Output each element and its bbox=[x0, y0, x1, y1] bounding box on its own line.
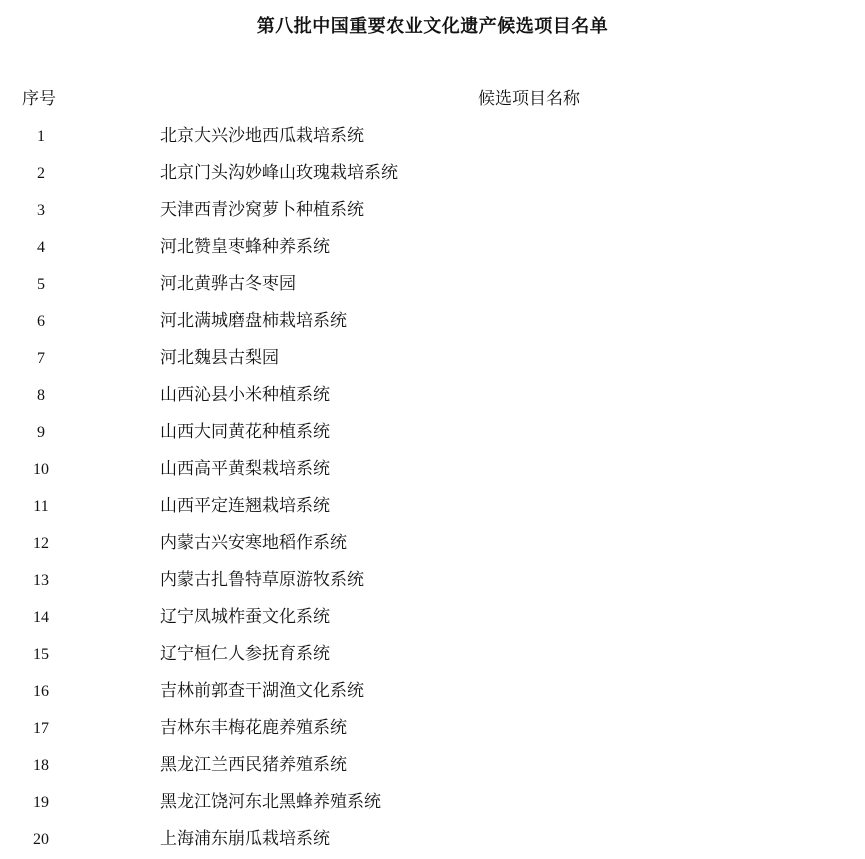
candidate-list bbox=[0, 118, 865, 858]
table-row bbox=[0, 266, 865, 303]
table-row bbox=[0, 192, 865, 229]
row-number: 13 bbox=[33, 572, 49, 589]
table-row bbox=[0, 562, 865, 599]
table-row bbox=[0, 599, 865, 636]
table-row bbox=[0, 377, 865, 414]
table-row bbox=[0, 451, 865, 488]
table-row bbox=[0, 784, 865, 821]
row-number: 18 bbox=[33, 757, 49, 774]
column-header-number: 序号 bbox=[22, 89, 56, 109]
row-number: 12 bbox=[33, 535, 49, 552]
project-name: 北京门头沟妙峰山玫瑰栽培系统 bbox=[160, 163, 398, 183]
row-number: 5 bbox=[37, 276, 45, 293]
table-row bbox=[0, 118, 865, 155]
row-number: 9 bbox=[37, 424, 45, 441]
row-number: 11 bbox=[33, 498, 49, 515]
row-number: 17 bbox=[33, 720, 49, 737]
project-name: 山西高平黄梨栽培系统 bbox=[160, 459, 330, 479]
row-number: 15 bbox=[33, 646, 49, 663]
project-name: 河北黄骅古冬枣园 bbox=[160, 274, 296, 294]
row-number: 7 bbox=[37, 350, 45, 367]
project-name: 黑龙江兰西民猪养殖系统 bbox=[160, 755, 347, 775]
project-name: 山西平定连翘栽培系统 bbox=[160, 496, 330, 516]
project-name: 河北赞皇枣蜂种养系统 bbox=[160, 237, 330, 257]
table-row bbox=[0, 636, 865, 673]
project-name: 北京大兴沙地西瓜栽培系统 bbox=[160, 126, 364, 146]
project-name: 上海浦东崩瓜栽培系统 bbox=[160, 829, 330, 849]
project-name: 河北魏县古梨园 bbox=[160, 348, 279, 368]
row-number: 1 bbox=[37, 128, 45, 145]
project-name: 辽宁凤城柞蚕文化系统 bbox=[160, 607, 330, 627]
row-number: 2 bbox=[37, 165, 45, 182]
table-row bbox=[0, 525, 865, 562]
project-name: 山西沁县小米种植系统 bbox=[160, 385, 330, 405]
table-row bbox=[0, 414, 865, 451]
row-number: 14 bbox=[33, 609, 49, 626]
row-number: 3 bbox=[37, 202, 45, 219]
project-name: 天津西青沙窝萝卜种植系统 bbox=[160, 200, 364, 220]
table-row bbox=[0, 229, 865, 266]
table-row bbox=[0, 488, 865, 525]
project-name: 吉林东丰梅花鹿养殖系统 bbox=[160, 718, 347, 738]
project-name: 河北满城磨盘柿栽培系统 bbox=[160, 311, 347, 331]
table-row bbox=[0, 747, 865, 784]
project-name: 吉林前郭查干湖渔文化系统 bbox=[160, 681, 364, 701]
table-row bbox=[0, 155, 865, 192]
table-row bbox=[0, 340, 865, 377]
row-number: 6 bbox=[37, 313, 45, 330]
project-name: 山西大同黄花种植系统 bbox=[160, 422, 330, 442]
row-number: 4 bbox=[37, 239, 45, 256]
row-number: 20 bbox=[33, 831, 49, 848]
row-number: 19 bbox=[33, 794, 49, 811]
project-name: 内蒙古扎鲁特草原游牧系统 bbox=[160, 570, 364, 590]
project-name: 黑龙江饶河东北黑蜂养殖系统 bbox=[160, 792, 381, 812]
row-number: 16 bbox=[33, 683, 49, 700]
table-header bbox=[0, 86, 865, 112]
project-name: 内蒙古兴安寒地稻作系统 bbox=[160, 533, 347, 553]
row-number: 8 bbox=[37, 387, 45, 404]
project-name: 辽宁桓仁人参抚育系统 bbox=[160, 644, 330, 664]
table-row bbox=[0, 303, 865, 340]
table-row bbox=[0, 821, 865, 858]
document-title: 第八批中国重要农业文化遗产候选项目名单 bbox=[256, 16, 609, 37]
column-header-name: 候选项目名称 bbox=[478, 89, 580, 109]
table-row bbox=[0, 710, 865, 747]
row-number: 10 bbox=[33, 461, 49, 478]
table-row bbox=[0, 673, 865, 710]
